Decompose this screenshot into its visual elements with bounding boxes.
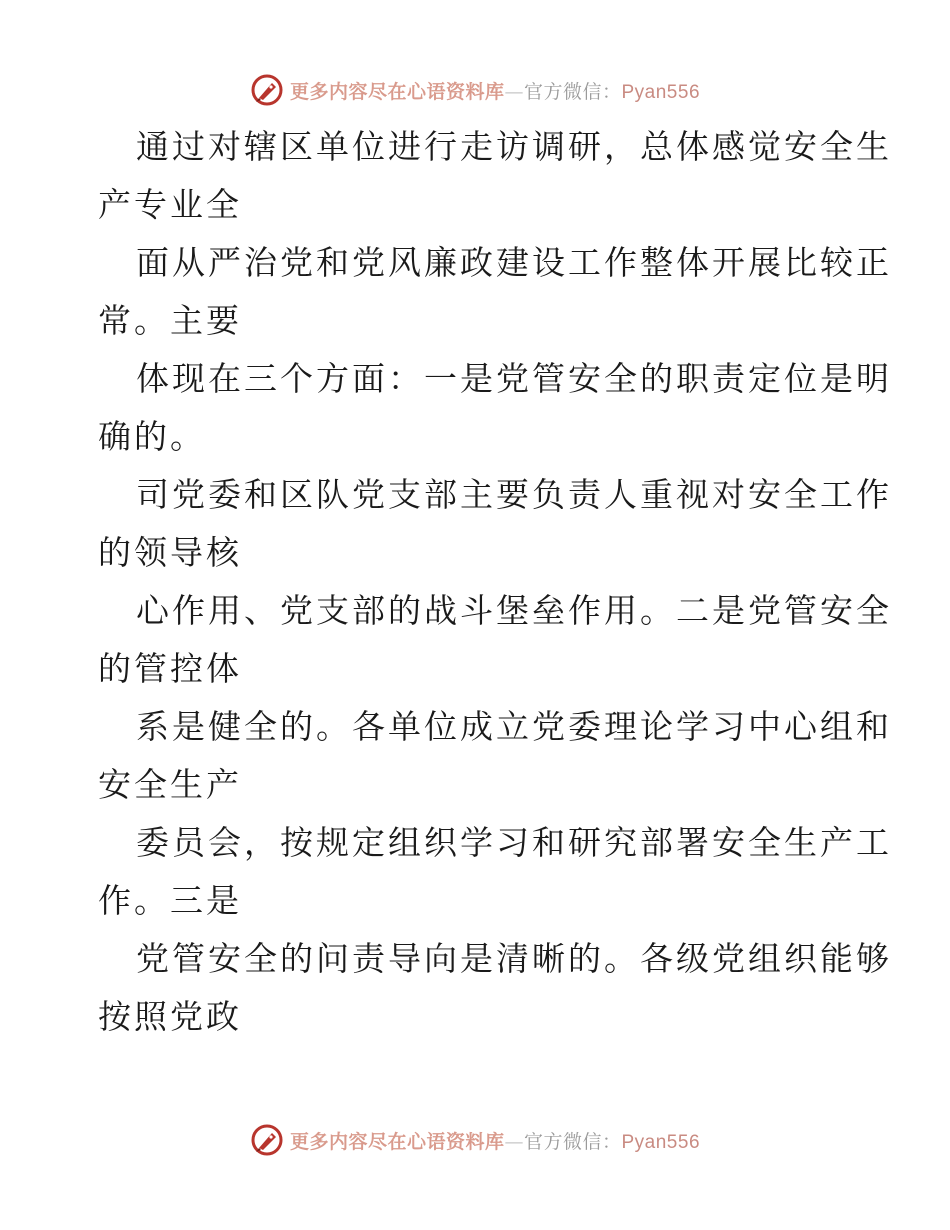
- paragraph-line: 面从严治党和党风廉政建设工作整体开展比较正: [136, 243, 892, 282]
- paragraph-line: 产专业全: [98, 185, 242, 224]
- paragraph-line: 按照党政: [98, 997, 242, 1036]
- pen-nib-logo-icon: [250, 73, 284, 107]
- paragraph-line: 常。主要: [98, 301, 242, 340]
- paragraph-line: 党管安全的问责导向是清晰的。各级党组织能够: [136, 939, 892, 978]
- paragraph-line: 系是健全的。各单位成立党委理论学习中心组和: [136, 707, 892, 746]
- paragraph-line: 通过对辖区单位进行走访调研，总体感觉安全生: [136, 127, 892, 166]
- paragraph-line: 作。三是: [98, 881, 242, 920]
- paragraph-line: 的管控体: [98, 649, 242, 688]
- paragraph-line: 体现在三个方面：一是党管安全的职责定位是明: [136, 359, 892, 398]
- pen-nib-logo-icon: [250, 1123, 284, 1157]
- header-watermark-text: 更多内容尽在心语资料库—官方微信：Pyan556: [289, 80, 701, 103]
- paragraph-line: 委员会，按规定组织学习和研究部署安全生产工: [136, 823, 892, 862]
- header-watermark-banner: [0, 70, 950, 110]
- footer-watermark-banner: [0, 1120, 950, 1160]
- paragraph-line: 心作用、党支部的战斗堡垒作用。二是党管安全: [136, 591, 892, 630]
- paragraph-line: 安全生产: [98, 765, 242, 804]
- paragraph-line: 确的。: [98, 417, 206, 456]
- footer-watermark-text: 更多内容尽在心语资料库—官方微信：Pyan556: [289, 1130, 701, 1153]
- paragraph-line: 的领导核: [98, 533, 242, 572]
- paragraph-line: 司党委和区队党支部主要负责人重视对安全工作: [136, 475, 892, 514]
- document-body: [98, 118, 892, 1046]
